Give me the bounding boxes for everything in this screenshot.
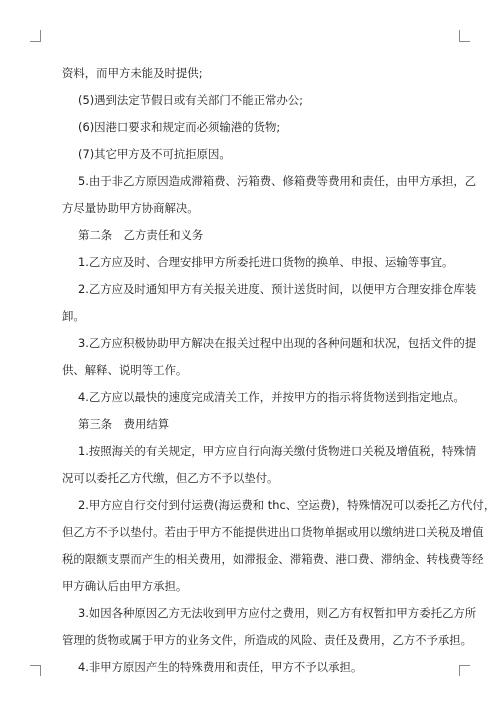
paragraph-3-4: 4.非甲方原因产生的特殊费用和责任，甲方不予以承担。 (78, 660, 363, 674)
paragraph-2-4: 4.乙方应以最快的速度完成清关工作，并按甲方的指示将货物送到指定地点。 (78, 390, 465, 404)
section-heading-2: 第二条 乙方责任和义务 (78, 228, 204, 242)
clause-item-5: (5)遇到法定节假日或有关部门不能正常办公; (78, 93, 304, 107)
paragraph-5: 5.由于非乙方原因造成滞箱费、污箱费、修箱费等费用和责任，由甲方承担，乙 (78, 174, 477, 188)
clause-item-6: (6)因港口要求和规定而必须输港的货物; (78, 120, 281, 134)
text-line: 资料，而甲方未能及时提供; (62, 66, 203, 80)
text-line: 甲方确认后由甲方承担。 (62, 579, 188, 593)
paragraph-3-1: 1.按照海关的有关规定，甲方应自行向海关缴付货物进口关税及增值税，特殊情 (78, 444, 477, 458)
text-line: 方尽量协助甲方协商解决。 (62, 201, 199, 215)
text-line: 但乙方不予以垫付。若由于甲方不能提供进出口货物单据或用以缴纳进口关税及增值 (62, 525, 484, 539)
text-line: 供、解释、说明等工作。 (62, 363, 188, 377)
text-line: 税的限额支票而产生的相关费用，如滞报金、滞箱费、港口费、滞纳金、转栈费等经 (62, 552, 484, 566)
paragraph-3-2: 2.甲方应自行交付到付运费(海运费和 thc、空运费)，特殊情况可以委托乙方代付， (78, 498, 496, 512)
paragraph-2-1: 1.乙方应及时、合理安排甲方所委托进口货物的换单、申报、运输等事宜。 (78, 255, 454, 269)
text-line: 况可以委托乙方代缴，但乙方不予以垫付。 (62, 471, 279, 485)
clause-item-7: (7)其它甲方及不可抗拒原因。 (78, 147, 231, 161)
paragraph-2-2: 2.乙方应及时通知甲方有关报关进度、预计送货时间，以便甲方合理安排仓库装 (78, 282, 477, 296)
section-heading-3: 第三条 费用结算 (78, 417, 170, 431)
text-line: 管理的货物或属于甲方的业务文件，所造成的风险、责任及费用，乙方不予承担。 (62, 633, 473, 647)
paragraph-2-3: 3.乙方应积极协助甲方解决在报关过程中出现的各种问题和状况，包括文件的提 (78, 336, 477, 350)
paragraph-3-3: 3.如因各种原因乙方无法收到甲方应付之费用，则乙方有权暂扣甲方委托乙方所 (78, 606, 477, 620)
text-line: 卸。 (62, 309, 85, 323)
